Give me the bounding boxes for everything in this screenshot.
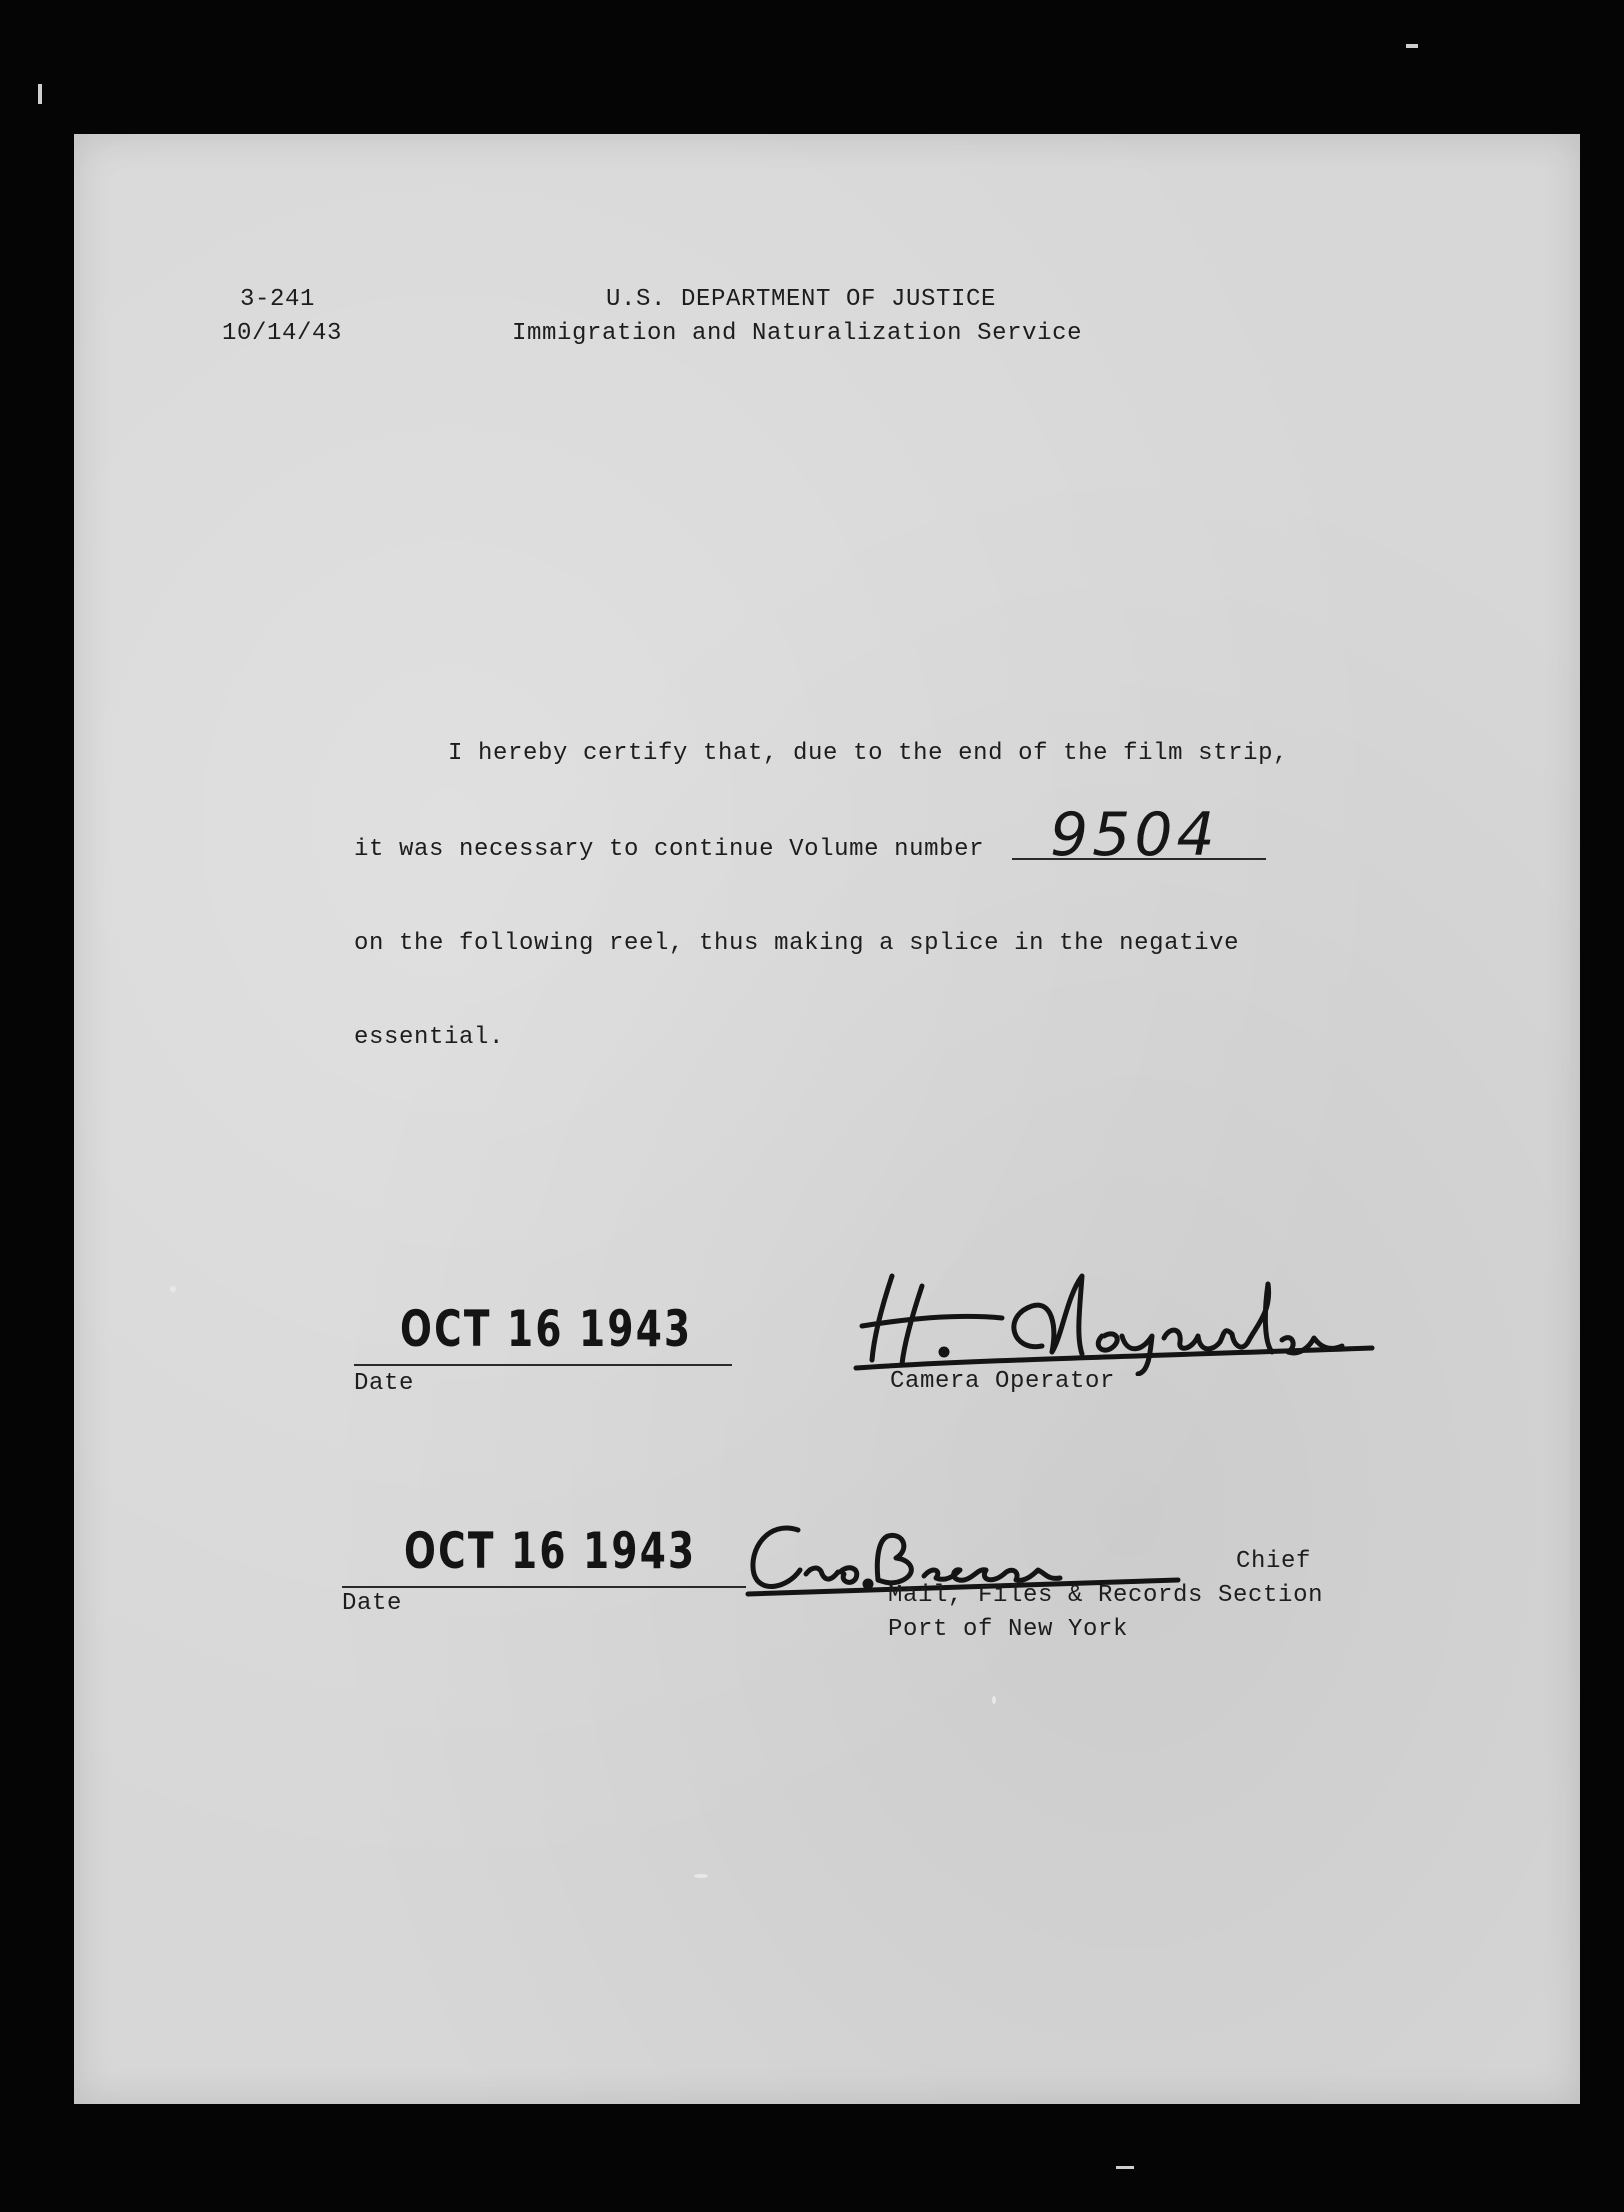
document-sheet	[74, 134, 1580, 2104]
chief-section-line: Mail, Files & Records Section	[888, 1582, 1324, 1609]
chief-port-line: Port of New York	[888, 1616, 1129, 1643]
date-line-camera	[354, 1364, 732, 1366]
form-date: 10/14/43	[222, 320, 343, 347]
date-label-camera: Date	[354, 1370, 415, 1397]
date-line-chief	[342, 1586, 746, 1588]
date-label-chief: Date	[342, 1590, 403, 1617]
certification-line-3: on the following reel, thus making a splice in the negative	[354, 930, 1240, 957]
camera-operator-signature	[852, 1256, 1412, 1376]
service-heading: Immigration and Naturalization Service	[512, 320, 1083, 347]
certification-line-1: I hereby certify that, due to the end of the film strip,	[448, 740, 1289, 767]
department-heading: U.S. DEPARTMENT OF JUSTICE	[606, 286, 997, 313]
form-number: 3-241	[240, 286, 316, 313]
scan-speck	[694, 1874, 708, 1878]
chief-title: Chief	[1236, 1548, 1312, 1575]
date-stamp-camera: OCT 16 1943	[400, 1300, 693, 1358]
scan-speck	[170, 1286, 176, 1292]
certification-line-4: essential.	[354, 1024, 505, 1051]
certification-line-2: it was necessary to continue Volume number	[354, 836, 985, 863]
date-stamp-chief: OCT 16 1943	[404, 1522, 697, 1580]
film-edge-mark	[1116, 2166, 1134, 2169]
film-edge-mark	[1406, 44, 1418, 48]
scan-speck	[992, 1696, 996, 1704]
camera-operator-label: Camera Operator	[890, 1368, 1116, 1395]
film-edge-mark	[38, 84, 42, 104]
volume-number: 9504	[1050, 800, 1219, 870]
